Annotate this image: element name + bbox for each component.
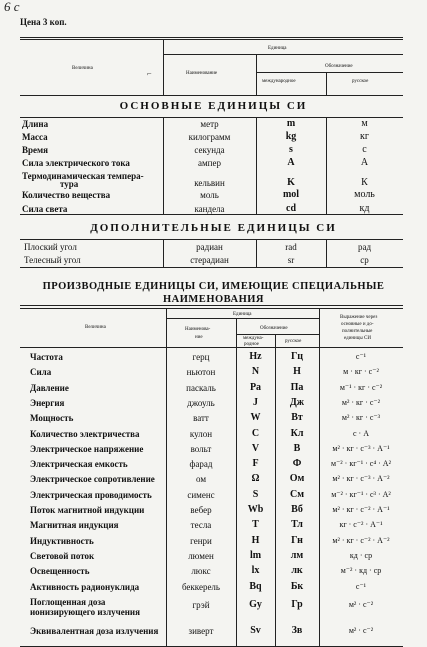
header-unit: Единица xyxy=(268,46,287,51)
derived-unit-name: сименс xyxy=(187,489,215,500)
column-divider xyxy=(319,347,320,646)
additional-unit-intl: sr xyxy=(287,255,295,265)
derived-unit-rus: Тл xyxy=(291,519,303,531)
derived-unit-expr: м² · с⁻² xyxy=(348,625,374,635)
derived-unit-intl: Bq xyxy=(249,580,262,592)
t2-header-name: Наименова- xyxy=(185,327,211,332)
derived-unit-intl: Sv xyxy=(250,624,261,636)
derived-quantity: Электрическое сопротивление xyxy=(30,474,155,485)
derived-quantity: Освещенность xyxy=(30,566,90,577)
derived-unit-name: люмен xyxy=(188,550,214,561)
derived-unit-expr: м⁻¹ · кг · с⁻² xyxy=(339,382,383,392)
derived-unit-expr: c⁻¹ xyxy=(355,352,367,361)
derived-unit-expr: м² · кг · с⁻³ xyxy=(341,413,381,423)
t2-header-quantity: Величина xyxy=(85,325,106,330)
base-unit-name: моль xyxy=(200,190,219,200)
header-designation: Обозначение xyxy=(325,64,353,69)
header-russian: русское xyxy=(352,79,369,84)
derived-quantity: Индуктивность xyxy=(30,535,94,546)
column-divider xyxy=(236,347,237,646)
derived-unit-rus: В xyxy=(293,442,301,454)
base-unit-intl: mol xyxy=(282,189,300,200)
base-unit-name: метр xyxy=(200,119,219,129)
t2-header-intl-2: родное xyxy=(244,342,259,347)
base-quantity: Сила электрического тока xyxy=(22,158,130,168)
derived-unit-expr: м² · кг · с⁻² xyxy=(341,397,381,407)
derived-unit-intl: lm xyxy=(249,549,262,561)
derived-unit-rus: Н xyxy=(293,366,301,378)
base-unit-name: килограмм xyxy=(188,132,231,142)
derived-unit-name: вебер xyxy=(190,505,212,515)
t2-header-unit: Единица xyxy=(233,312,252,317)
derived-unit-rus: Гн xyxy=(291,534,303,546)
derived-unit-name: генри xyxy=(190,535,212,546)
base-unit-intl: K xyxy=(287,177,295,188)
derived-unit-name: грэй xyxy=(192,599,210,610)
base-unit-name: ампер xyxy=(197,158,221,168)
derived-unit-expr: м² · кг · с⁻³ · А⁻² xyxy=(332,474,390,484)
derived-unit-name: зиверт xyxy=(188,625,214,636)
derived-unit-rus: См xyxy=(289,488,305,500)
derived-unit-expr: кд · ср xyxy=(349,550,373,560)
section-derived-title: ПРОИЗВОДНЫЕ ЕДИНИЦЫ СИ, ИМЕЮЩИЕ СПЕЦИАЛЬНЫЕ xyxy=(42,281,385,292)
base-unit-intl: m xyxy=(286,118,296,129)
derived-unit-expr: м² · с⁻² xyxy=(348,599,374,609)
derived-quantity: Эквивалентная доза излучения xyxy=(30,625,159,636)
derived-unit-intl: F xyxy=(252,458,259,470)
derived-unit-rus: Гц xyxy=(290,351,304,362)
base-unit-intl: kg xyxy=(285,131,297,142)
price-label: Цена 3 коп. xyxy=(20,17,67,27)
t2-header-expr-3: полнительные xyxy=(342,329,373,334)
base-unit-rus: кд xyxy=(359,203,370,214)
derived-quantity-cont: ионизирующего излучения xyxy=(30,606,140,617)
base-unit-name: кандела xyxy=(194,204,225,214)
derived-quantity: Поток магнитной индукции xyxy=(30,505,145,515)
derived-unit-rus: Бк xyxy=(290,580,304,592)
section-derived-title-2: НАИМЕНОВАНИЯ xyxy=(162,294,264,305)
derived-unit-rus: Вб xyxy=(291,504,303,515)
derived-quantity: Активность радионуклида xyxy=(30,581,140,592)
derived-unit-expr: м⁻² · кг⁻¹ · с⁴ · А² xyxy=(331,459,391,469)
t2-header-expr: Выражение через xyxy=(340,315,378,320)
base-quantity: Термодинамическая темпера- xyxy=(22,171,144,181)
section-additional-title: ДОПОЛНИТЕЛЬНЫЕ ЕДИНИЦЫ СИ xyxy=(90,222,337,234)
derived-quantity: Электрическая емкость xyxy=(30,459,128,470)
derived-unit-intl: W xyxy=(250,412,261,424)
base-unit-intl: s xyxy=(289,144,293,155)
derived-unit-name: ватт xyxy=(193,413,209,424)
check-mark: ⌐ xyxy=(147,69,152,78)
derived-unit-rus: Ф xyxy=(292,458,302,470)
additional-unit-intl: rad xyxy=(285,242,297,252)
base-quantity: Время xyxy=(22,145,49,155)
derived-unit-rus: Ом xyxy=(289,473,305,485)
derived-quantity: Энергия xyxy=(30,397,65,408)
base-quantity: Длина xyxy=(22,119,49,129)
derived-unit-intl: C xyxy=(251,427,260,439)
derived-unit-name: ньютон xyxy=(186,367,216,378)
derived-unit-rus: Дж xyxy=(289,396,305,408)
base-quantity: Количество вещества xyxy=(22,190,111,200)
derived-unit-expr: с · А xyxy=(353,428,369,438)
t2-header-designation: Обозначение xyxy=(260,326,288,331)
derived-quantity: Давление xyxy=(30,382,69,393)
derived-unit-name: тесла xyxy=(190,520,212,531)
derived-unit-name: паскаль xyxy=(186,382,216,393)
derived-unit-expr: м · кг · с⁻² xyxy=(343,367,379,377)
column-divider xyxy=(166,347,167,646)
derived-unit-intl: Gy xyxy=(249,598,262,610)
derived-unit-rus: Вт xyxy=(291,412,303,424)
derived-unit-intl: N xyxy=(251,366,260,378)
derived-unit-intl: Ω xyxy=(251,473,260,485)
derived-unit-intl: T xyxy=(252,519,259,531)
derived-unit-expr: м² · кг · с⁻² · А⁻¹ xyxy=(332,505,390,514)
additional-unit-name: радиан xyxy=(196,242,223,252)
additional-quantity: Телесный угол xyxy=(24,255,81,265)
derived-unit-intl: Wb xyxy=(247,504,264,515)
derived-unit-intl: J xyxy=(253,396,258,408)
base-unit-rus: К xyxy=(361,177,368,188)
header-name: Наименование xyxy=(186,71,218,76)
t2-header-russian: русское xyxy=(285,339,302,344)
derived-unit-expr: м² · кг · с⁻² · А⁻² xyxy=(332,535,390,545)
header-international: международное xyxy=(262,79,296,84)
derived-unit-name: вольт xyxy=(190,443,212,454)
t2-header-expr-4: единицы СИ xyxy=(344,336,371,341)
derived-unit-name: фарад xyxy=(189,459,213,470)
derived-unit-rus: Зв xyxy=(291,624,303,636)
derived-unit-name: джоуль xyxy=(187,397,215,408)
derived-unit-intl: H xyxy=(251,534,260,546)
column-divider xyxy=(275,347,276,646)
section-base-title: ОСНОВНЫЕ ЕДИНИЦЫ СИ xyxy=(119,100,308,112)
derived-unit-expr: с⁻¹ xyxy=(355,581,367,591)
derived-quantity: Поглощенная доза xyxy=(30,596,106,607)
base-quantity-cont: тура xyxy=(60,179,79,189)
base-unit-rus: кг xyxy=(360,131,369,142)
t2-header-intl: междуна- xyxy=(243,336,264,341)
derived-unit-rus: лк xyxy=(291,565,303,577)
derived-unit-intl: lx xyxy=(251,565,260,577)
base-quantity: Масса xyxy=(22,132,48,142)
t2-header-name-2: ние xyxy=(195,335,203,340)
derived-unit-rus: лм xyxy=(290,549,304,561)
derived-unit-name: люкс xyxy=(191,566,211,577)
derived-unit-name: ом xyxy=(195,474,207,485)
base-unit-name: секунда xyxy=(194,145,225,155)
derived-unit-intl: S xyxy=(252,488,259,500)
derived-unit-rus: Кл xyxy=(290,427,304,439)
base-unit-intl: A xyxy=(287,157,295,168)
t2-header-expr-2: основные и до- xyxy=(341,322,374,327)
base-quantity: Сила света xyxy=(22,204,68,214)
additional-unit-rus: ср xyxy=(360,255,369,265)
base-unit-rus: А xyxy=(360,157,369,168)
base-unit-name: кельвин xyxy=(194,178,225,188)
base-unit-intl: cd xyxy=(286,203,296,214)
derived-unit-rus: Гр xyxy=(291,598,303,610)
derived-quantity: Световой поток xyxy=(30,550,95,561)
derived-unit-name: беккерель xyxy=(181,581,221,592)
derived-unit-expr: м² · кг · с⁻³ · А⁻¹ xyxy=(332,443,390,453)
derived-unit-expr: кг · с⁻² · А⁻¹ xyxy=(339,520,383,530)
additional-unit-rus: рад xyxy=(357,242,372,252)
derived-unit-rus: Па xyxy=(290,381,304,393)
derived-quantity: Сила xyxy=(30,367,52,378)
derived-quantity: Магнитная индукция xyxy=(30,520,119,531)
derived-unit-intl: Hz xyxy=(249,351,262,362)
derived-quantity: Электрическое напряжение xyxy=(30,443,144,454)
additional-unit-name: стерадиан xyxy=(190,255,229,265)
derived-unit-expr: м⁻² · кг⁻¹ · с³ · А² xyxy=(331,489,391,499)
header-quantity: Величина xyxy=(72,66,93,71)
derived-quantity: Электрическая проводимость xyxy=(30,489,152,500)
derived-quantity: Количество электричества xyxy=(30,428,140,439)
handwritten-note: 6 с xyxy=(4,0,20,14)
derived-quantity: Мощность xyxy=(30,413,74,424)
derived-unit-name: кулон xyxy=(189,428,213,439)
derived-quantity: Частота xyxy=(30,352,63,362)
base-unit-rus: с xyxy=(362,144,367,155)
derived-unit-intl: Pa xyxy=(249,381,262,393)
base-unit-rus: моль xyxy=(354,189,375,200)
additional-quantity: Плоский угол xyxy=(24,242,77,252)
derived-unit-name: герц xyxy=(192,352,210,362)
derived-unit-expr: м⁻² · кд · ср xyxy=(340,566,382,576)
derived-unit-intl: V xyxy=(251,442,260,454)
base-unit-rus: м xyxy=(361,118,368,129)
